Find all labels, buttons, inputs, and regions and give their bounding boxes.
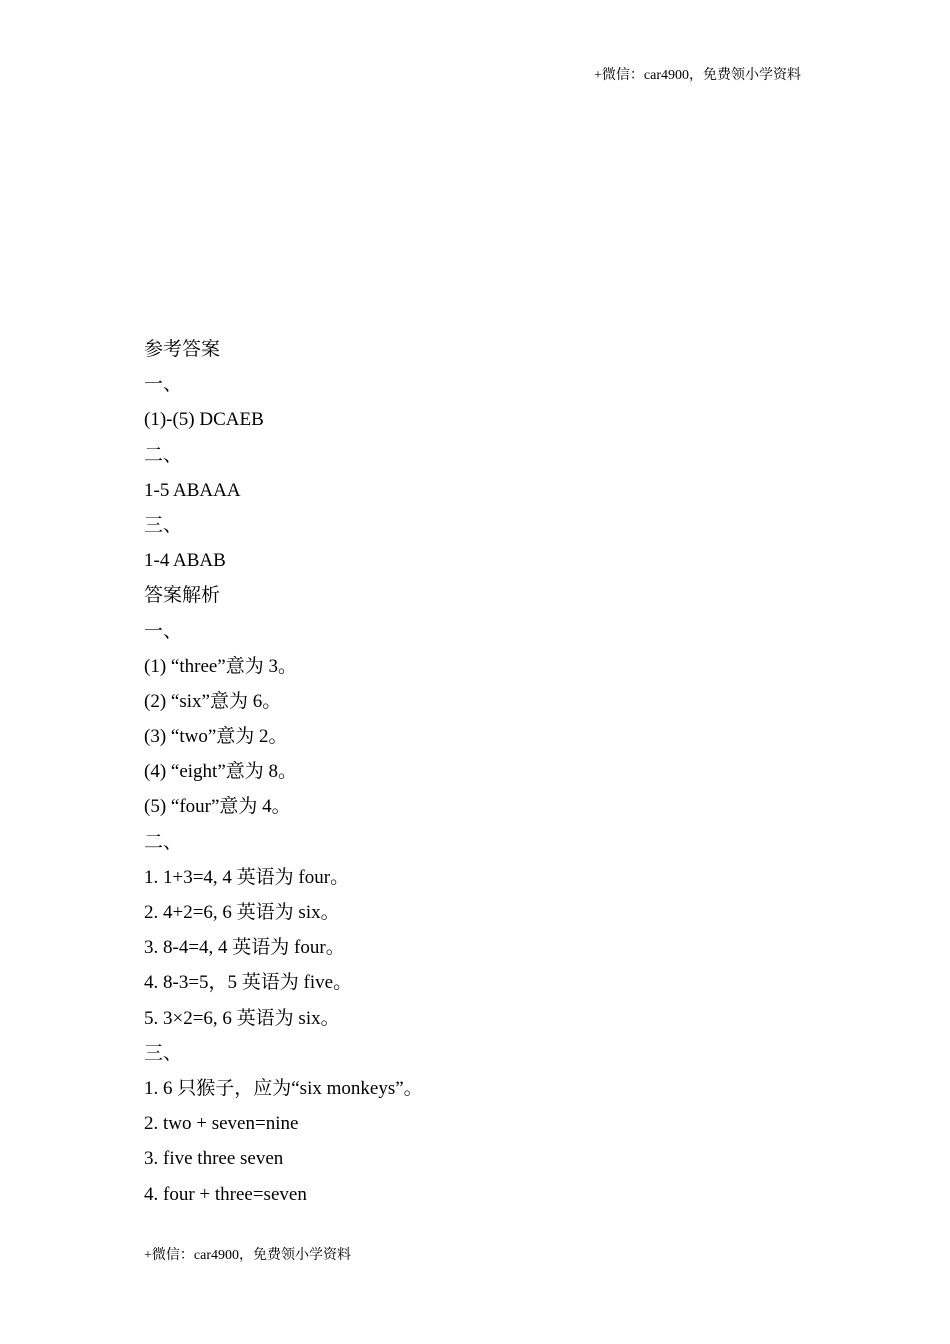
answer-part-3-line: 1-4 ABAB (144, 550, 226, 572)
analysis-part-2-item: 3. 8-4=4, 4 英语为 four。 (144, 937, 345, 959)
answer-part-3-heading: 三、 (144, 514, 183, 536)
section-title-answer-analysis: 答案解析 (144, 585, 221, 607)
footer-watermark-note: +微信：car4900，免费领小学资料 (144, 1248, 351, 1263)
answer-part-1-line: (1)-(5) DCAEB (144, 409, 264, 431)
section-title-reference-answers: 参考答案 (144, 339, 221, 360)
analysis-part-3-heading: 三、 (144, 1042, 183, 1064)
analysis-part-1-item: (4) “eight”意为 8。 (144, 761, 298, 783)
answer-part-2-heading: 二、 (144, 444, 183, 466)
analysis-part-1-item: (2) “six”意为 6。 (144, 690, 282, 712)
analysis-part-1-heading: 一、 (144, 620, 183, 642)
header-watermark-note: +微信：car4900，免费领小学资料 (594, 68, 801, 83)
analysis-part-2-item: 2. 4+2=6, 6 英语为 six。 (144, 902, 340, 923)
analysis-part-1-item: (3) “two”意为 2。 (144, 726, 288, 748)
analysis-part-1-item: (5) “four”意为 4。 (144, 796, 291, 818)
analysis-part-1-item: (1) “three”意为 3。 (144, 655, 297, 677)
analysis-part-2-item: 5. 3×2=6, 6 英语为 six。 (144, 1007, 340, 1029)
answer-content (144, 332, 844, 1212)
answer-part-2-line: 1-5 ABAAA (144, 479, 241, 501)
analysis-part-3-item: 4. four + three=seven (144, 1183, 307, 1205)
analysis-part-3-item: 2. two + seven=nine (144, 1113, 299, 1135)
analysis-part-3-item: 1. 6 只猴子，应为“six monkeys”。 (144, 1077, 423, 1099)
analysis-part-3-item: 3. five three seven (144, 1148, 284, 1170)
answer-part-1-heading: 一、 (144, 374, 183, 396)
analysis-part-2-item: 4. 8-3=5，5 英语为 five。 (144, 972, 353, 994)
analysis-part-2-heading: 二、 (144, 831, 183, 853)
analysis-part-2-item: 1. 1+3=4, 4 英语为 four。 (144, 866, 350, 888)
